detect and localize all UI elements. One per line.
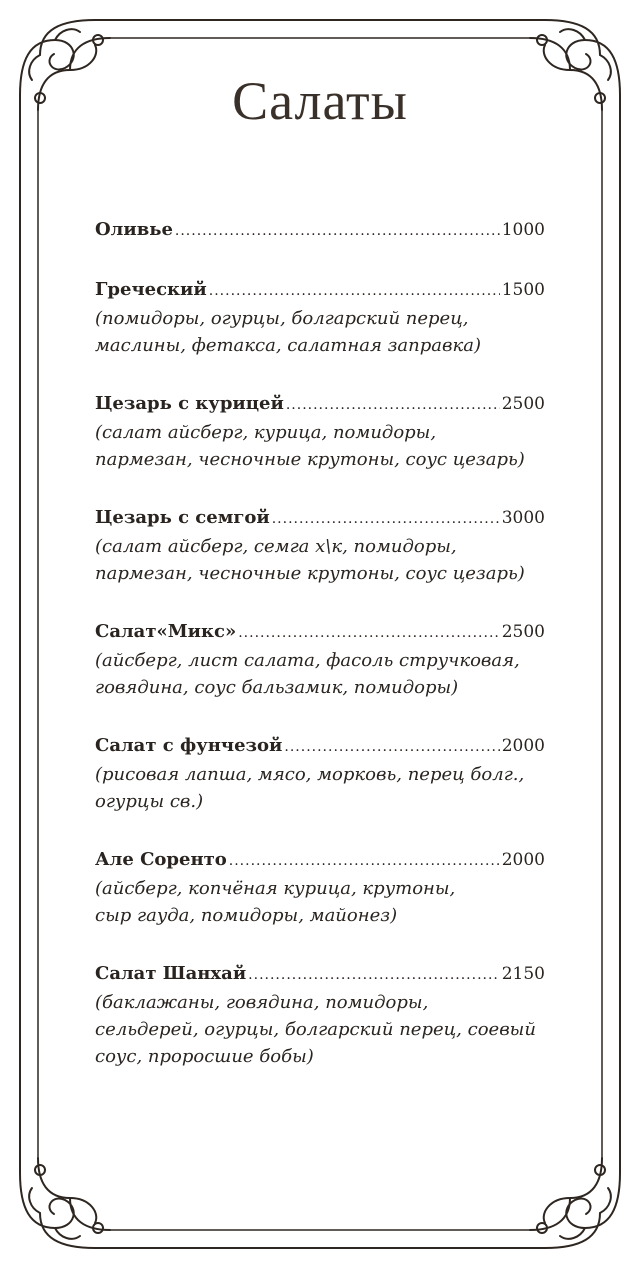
dot-leader [238, 620, 500, 647]
menu-item-name: Цезарь с курицей [95, 393, 284, 414]
menu-item [95, 846, 545, 929]
menu-item-price: 2000 [501, 736, 545, 756]
menu-list [95, 216, 545, 1101]
menu-item-name: Цезарь с семгой [95, 507, 270, 528]
dot-leader [229, 848, 500, 875]
menu-item-description: говядина, соус бальзамик, помидоры) [95, 677, 459, 698]
dot-leader [175, 218, 500, 245]
menu-item-price: 2500 [501, 622, 545, 642]
page-title: Салаты [232, 71, 408, 131]
menu-item-line [95, 732, 545, 761]
menu-item-line [95, 216, 545, 245]
menu-item-line [95, 618, 545, 647]
menu-item-description: сельдерей, огурцы, болгарский перец, соевый [95, 1019, 536, 1040]
menu-item-description: (рисовая лапша, мясо, морковь, перец болг., [95, 764, 525, 785]
menu-item-price: 2500 [501, 394, 545, 414]
menu-item-description: огурцы св.) [95, 791, 204, 812]
menu-item-line [95, 390, 545, 419]
dot-leader [286, 392, 500, 419]
menu-item-price: 2150 [501, 964, 545, 984]
menu-item-name: Але Соренто [95, 849, 227, 870]
menu-item [95, 732, 545, 815]
menu-item-description: (помидоры, огурцы, болгарский перец, [95, 308, 469, 329]
menu-item-name: Салат Шанхай [95, 963, 247, 984]
menu-item-description: (салат айсберг, семга х\к, помидоры, [95, 536, 457, 557]
menu-item-description: пармезан, чесночные крутоны, соус цезарь) [95, 563, 525, 584]
dot-leader [272, 506, 500, 533]
menu-item-line [95, 276, 545, 305]
menu-item-price: 1000 [501, 220, 545, 240]
dot-leader [209, 278, 500, 305]
corner-ornament-bottom-left [20, 1158, 110, 1248]
dot-leader [248, 962, 500, 989]
menu-item-line [95, 960, 545, 989]
menu-item [95, 618, 545, 701]
menu-item [95, 216, 545, 245]
menu-item-name: Греческий [95, 279, 207, 300]
menu-item-name: Салат с фунчезой [95, 735, 283, 756]
menu-item-price: 1500 [501, 280, 545, 300]
menu-item-price: 3000 [501, 508, 545, 528]
menu-item [95, 276, 545, 359]
menu-item [95, 390, 545, 473]
menu-item-description: (айсберг, копчёная курица, крутоны, [95, 878, 456, 899]
corner-ornament-bottom-right [530, 1158, 620, 1248]
menu-item-price: 2000 [501, 850, 545, 870]
menu-item-name: Оливье [95, 219, 173, 240]
menu-item-description: (айсберг, лист салата, фасоль стручковая, [95, 650, 520, 671]
menu-item-description: (салат айсберг, курица, помидоры, [95, 422, 437, 443]
dot-leader [284, 734, 499, 761]
menu-item-line [95, 846, 545, 875]
menu-item-description: (баклажаны, говядина, помидоры, [95, 992, 429, 1013]
menu-item-description: пармезан, чесночные крутоны, соус цезарь) [95, 449, 525, 470]
menu-item [95, 504, 545, 587]
menu-item [95, 960, 545, 1070]
menu-item-description: сыр гауда, помидоры, майонез) [95, 905, 398, 926]
menu-item-name: Салат«Микс» [95, 621, 237, 642]
menu-item-line [95, 504, 545, 533]
menu-item-description: соус, проросшие бобы) [95, 1046, 314, 1067]
menu-item-description: маслины, фетакса, салатная заправка) [95, 335, 481, 356]
